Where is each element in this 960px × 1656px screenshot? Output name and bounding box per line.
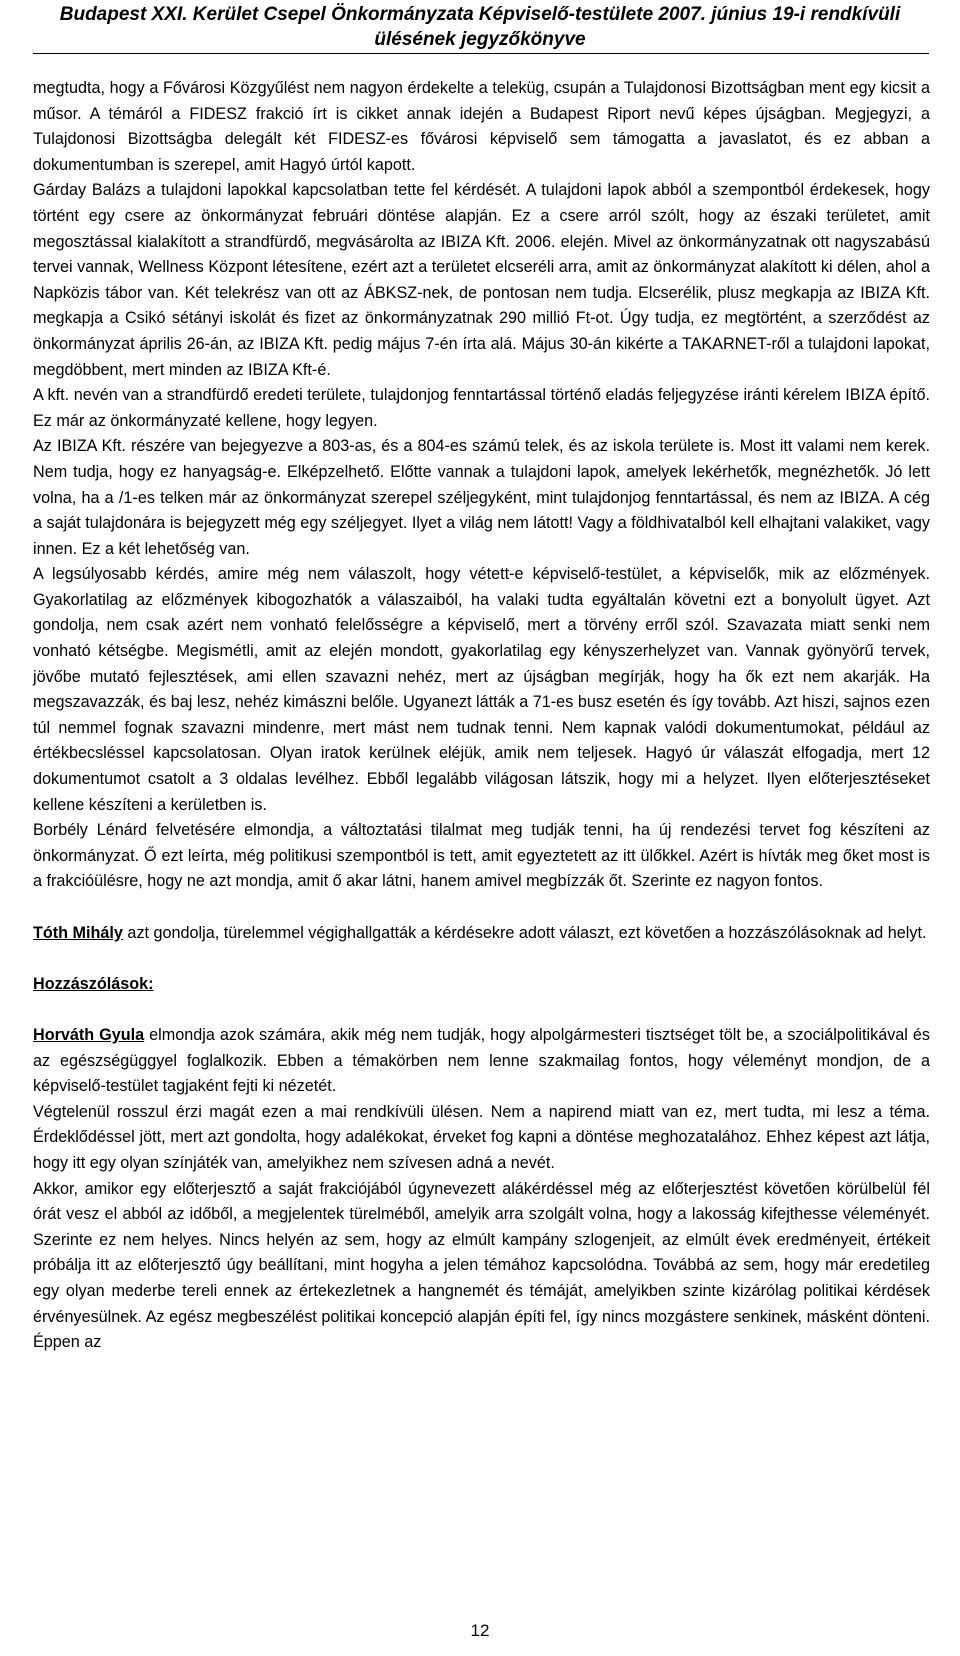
speaker-paragraph-toth bbox=[33, 921, 930, 947]
page-number: 12 bbox=[470, 1621, 490, 1640]
speaker-text: azt gondolja, türelemmel végighallgatták a kérdésekre adott választ, ezt követően a hozzászólásoknak ad helyt. bbox=[122, 923, 927, 942]
body-paragraph: A legsúlyosabb kérdés, amire még nem válaszolt, hogy vétett-e képviselő-testület, a képviselők, mik az előzmények. Gyakorlatilag az előzmények kibogozhatók a válaszaiból, ha valaki tudta egyáltalán követni ezt a bonyolult ügyet. Azt gondolja, nem csak azért nem vonható felelősségre a képviselő, mert a törvény erről szól. Szavazata miatt senki nem vonható kétségbe. Megismétli, amit az elején mondott, gyakorlatilag egy kényszerhelyzet van. Vannak gyönyörű tervek, jövőbe mutató fejlesztések, ami ellen szavazni nehéz, mert az újságban megírják, hogy ha ők ezt nem akarják. Ha megszavazzák, és baj lesz, nehéz kimászni belőle. Ugyanezt látták a 71-es busz esetén és így tovább. Azt hiszi, sajnos ezen túl nemmel fognak szavazni mindenre, mert mást nem tudnak tenni. Nem kapnak valódi dokumentumokat, például az értékbecsléssel kapcsolatosan. Olyan iratok kerülnek eléjük, amik nem teljesek. Hagyó úr válaszát elfogadja, mert 12 dokumentumot csatolt a 3 oldalas levélhez. Ebből legalább világosan látszik, hogy mi a helyzet. Ilyen előterjesztéseket kellene készíteni a kerületben is. bbox=[33, 565, 930, 814]
body-paragraph: megtudta, hogy a Fővárosi Közgyűlést nem nagyon érdekelte a teleküg, csupán a Tulajdonosi Bizottságban ment egy kicsit a műsor. A témáról a FIDESZ frakció írt is cikket annak idején a Budapest Riport nevű képes újságban. Megjegyzi, a Tulajdonosi Bizottságba delegált két FIDESZ-es fővárosi képviselő sem támogatta a javaslatot, és ez abban a dokumentumban is szerepel, amit Hagyó úrtól kapott. bbox=[33, 79, 930, 174]
body-paragraph: Borbély Lénárd felvetésére elmondja, a változtatási tilalmat meg tudják tenni, ha új rendezési tervet fog készíteni az önkormányzat. Ő ezt leírta, még politikusi szempontból is tett, amit egyeztetett az itt ülőkkel. Azért is hívták meg őket most is a frakcióülésre, hogy ne azt mondja, amit ő akar látni, hanem amivel megbízzák őt. Szerinte ez nagyon fontos. bbox=[33, 821, 930, 891]
document-body bbox=[33, 76, 930, 1356]
speaker-paragraph-horvath bbox=[33, 1023, 930, 1100]
document-header bbox=[0, 2, 960, 52]
body-paragraph: Végtelenül rosszul érzi magát ezen a mai rendkívüli ülésen. Nem a napirend miatt van ez, mert tudta, mi lesz a téma. Érdeklődéssel jött, mert azt gondolta, hogy adalékokat, érveket fog kapni a döntése meghozatalához. Ehhez képest azt látja, hogy itt egy olyan színjáték van, amelyikhez nem szívesen adná a nevét. bbox=[33, 1102, 930, 1172]
paragraph-gap bbox=[33, 946, 930, 972]
body-paragraph: A kft. nevén van a strandfürdő eredeti területe, tulajdonjog fenntartással történő eladás feljegyzése iránti kérelem IBIZA építő. Ez már az önkormányzaté kellene, hogy legyen. bbox=[33, 386, 930, 430]
speaker-name: Horváth Gyula bbox=[33, 1025, 145, 1044]
body-paragraph: Akkor, amikor egy előterjesztő a saját frakciójából úgynevezett alákérdéssel még az előterjesztést követően körülbelül fél órát vesz el abból az időből, a megjelentek türelméből, amelyik arra szolgált volna, hogy a lakosság kifejthesse véleményét. Szerinte ez nem helyes. Nincs helyén az sem, hogy az elmúlt kampány szlogenjeit, az elmúlt évek eredményeit, értékeit próbálja itt az előterjesztő úgy beállítani, mint hogyha a jelen témához kapcsolódna. Továbbá az sem, hogy már eredetileg egy olyan mederbe tereli ennek az értekezletnek a hangnemét és témáját, amelyikben szinte kizárólag politikai kérdések érvényesülnek. Az egész megbeszélést politikai koncepció alapján építi fel, így nincs mozgástere senkinek, másként dönteni. Éppen az bbox=[33, 1179, 930, 1352]
speaker-text: elmondja azok számára, akik még nem tudják, hogy alpolgármesteri tisztséget tölt be, a szociálpolitikával és az egészségüggyel foglalkozik. Ebben a témakörben nem lenne szakmailag fontos, hogy véleményt mondjon, de a képviselő-testület tagjaként fejti ki nézetét. bbox=[33, 1025, 930, 1096]
header-divider bbox=[33, 53, 929, 54]
paragraph-gap bbox=[33, 997, 930, 1023]
section-title: Hozzászólások: bbox=[33, 974, 154, 993]
body-paragraph: Az IBIZA Kft. részére van bejegyezve a 803-as, és a 804-es számú telek, és az iskola területe is. Most itt valami nem kerek. Nem tudja, hogy ez hanyagság-e. Elképzelhető. Előtte vannak a tulajdoni lapok, amelyek lekérhetők, megnézhetők. Jó lett volna, ha a /1-es telken már az önkormányzat szerepel széljegyként, mint tulajdonjog fenntartással, és nem az IBIZA. A cég a saját tulajdonára is bejegyzett még egy széljegyet. Ilyet a világ nem látott! Vagy a földhivatalból kell elhajtani valakiket, vagy innen. Ez a két lehetőség van. bbox=[33, 437, 930, 558]
header-line-2: ülésének jegyzőkönyve bbox=[374, 29, 586, 50]
section-heading bbox=[33, 972, 930, 998]
header-line-1: Budapest XXI. Kerület Csepel Önkormányzata Képviselő-testülete 2007. június 19-i rendkívüli bbox=[59, 4, 901, 25]
body-paragraph: Gárday Balázs a tulajdoni lapokkal kapcsolatban tette fel kérdését. A tulajdoni lapok abból a szempontból érdekesek, hogy történt egy csere az önkormányzat februári döntése alapján. Ez a csere arról szólt, hogy az északi területet, amit megosztással kialakított a strandfürdő, megvásárolta az IBIZA Kft. 2006. elején. Mivel az önkormányzatnak ott nagyszabású tervei vannak, Wellness Központ létesítene, ezért azt a területet elcseréli arra, amit az önkormányzat alakított ki délen, ahol a Napközis tábor van. Két telekrész van ott az ÁBKSZ-nek, de pontosan nem tudja. Elcserélik, plusz megkapja az IBIZA Kft. megkapja a Csikó sétányi iskolát és fizet az önkormányzatnak 290 millió Ft-ot. Úgy tudja, ez megtörtént, a szerződést az önkormányzat április 26-án, az IBIZA Kft. pedig május 7-én írta alá. Május 30-án kikérte a TAKARNET-ről a tulajdoni lapokat, megdöbbent, mert minden az IBIZA Kft-é. bbox=[33, 181, 930, 379]
speaker-name: Tóth Mihály bbox=[33, 923, 123, 942]
paragraph-gap bbox=[33, 895, 930, 921]
